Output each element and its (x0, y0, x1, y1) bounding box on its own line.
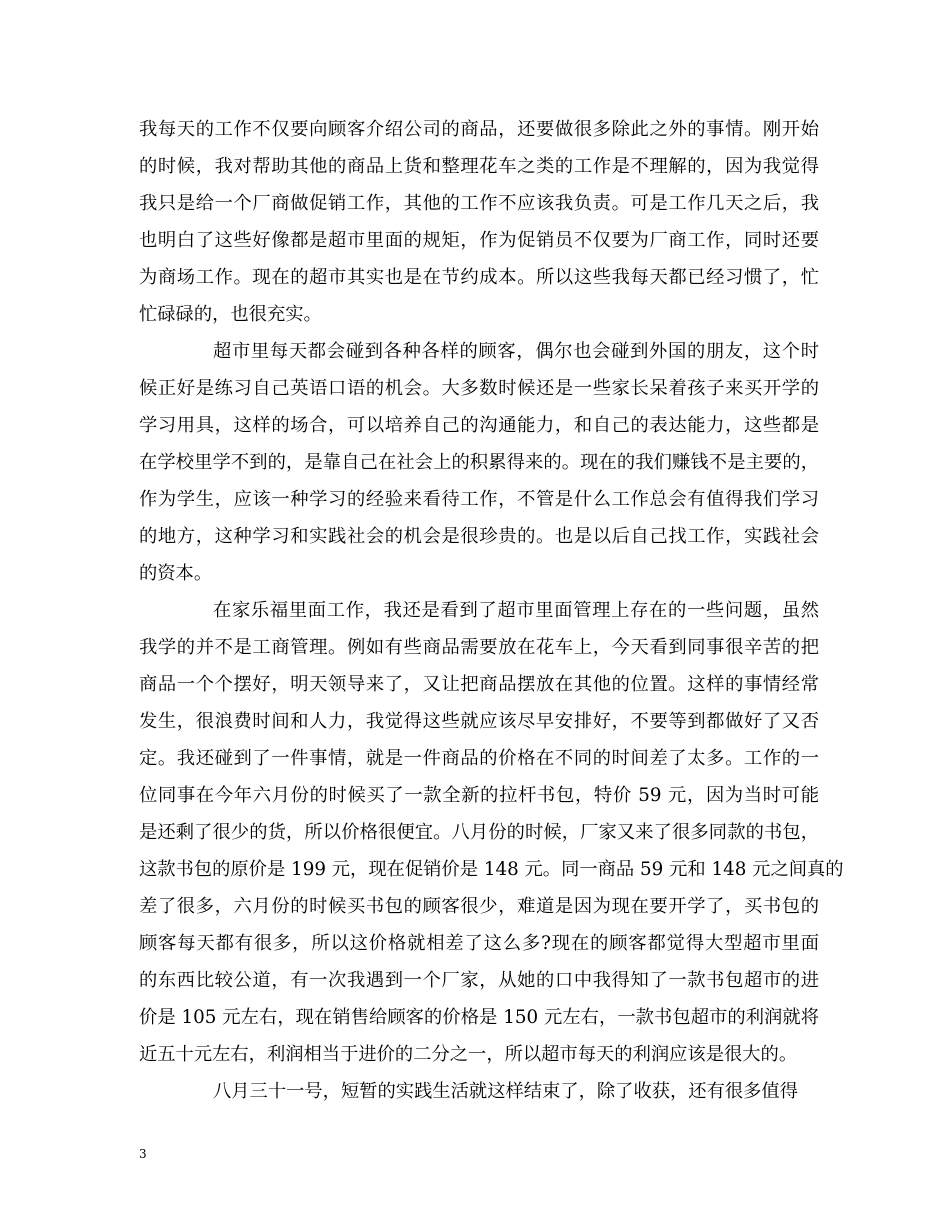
text-line: 发生，很浪费时间和人力，我觉得这些就应该尽早安排好，不要等到都做好了又否 (139, 711, 819, 732)
body-text (139, 111, 844, 1110)
text-line: 的资本。 (139, 563, 213, 584)
text-line: 商品一个个摆好，明天领导来了，又让把商品摆放在其他的位置。这样的事情经常 (139, 674, 819, 695)
text-line: 作为学生，应该一种学习的经验来看待工作，不管是什么工作总会有值得我们学习 (139, 489, 819, 510)
text-line: 这款书包的原价是 199 元，现在促销价是 148 元。同一商品 59 元和 148 元之间真的 (139, 859, 844, 880)
text-line: 候正好是练习自己英语口语的机会。大多数时候还是一些家长呆着孩子来买开学的 (139, 378, 819, 399)
text-line: 差了很多，六月份的时候买书包的顾客很少，难道是因为现在要开学了，买书包的 (139, 896, 819, 917)
page-number: 3 (139, 1147, 147, 1161)
text-line: 在学校里学不到的，是靠自己在社会上的积累得来的。现在的我们赚钱不是主要的， (139, 452, 819, 473)
text-line: 是还剩了很少的货，所以价格很便宜。八月份的时候，厂家又来了很多同款的书包， (139, 822, 819, 843)
text-line: 的地方，这种学习和实践社会的机会是很珍贵的。也是以后自己找工作，实践社会 (139, 526, 819, 547)
text-line: 忙碌碌的，也很充实。 (139, 304, 322, 325)
text-line: 定。我还碰到了一件事情，就是一件商品的价格在不同的时间差了太多。工作的一 (139, 748, 819, 769)
text-line: 学习用具，这样的场合，可以培养自己的沟通能力，和自己的表达能力，这些都是 (139, 415, 819, 436)
text-line: 也明白了这些好像都是超市里面的规矩，作为促销员不仅要为厂商工作，同时还要 (139, 230, 819, 251)
text-line: 为商场工作。现在的超市其实也是在节约成本。所以这些我每天都已经习惯了，忙 (139, 267, 819, 288)
text-line: 的时候，我对帮助其他的商品上货和整理花车之类的工作是不理解的，因为我觉得 (139, 156, 819, 177)
text-line: 我每天的工作不仅要向顾客介绍公司的商品，还要做很多除此之外的事情。刚开始 (139, 119, 819, 140)
text-line: 八月三十一号，短暂的实践生活就这样结束了，除了收获，还有很多值得 (213, 1081, 798, 1102)
text-line: 近五十元左右，利润相当于进价的二分之一，所以超市每天的利润应该是很大的。 (139, 1044, 798, 1065)
text-line: 我只是给一个厂商做促销工作，其他的工作不应该我负责。可是工作几天之后，我 (139, 193, 819, 214)
text-line: 超市里每天都会碰到各种各样的顾客，偶尔也会碰到外国的朋友，这个时 (213, 341, 819, 362)
text-line: 在家乐福里面工作，我还是看到了超市里面管理上存在的一些问题，虽然 (213, 600, 819, 621)
text-line: 价是 105 元左右，现在销售给顾客的价格是 150 元左右，一款书包超市的利润就将 (139, 1007, 819, 1028)
text-line: 我学的并不是工商管理。例如有些商品需要放在花车上，今天看到同事很辛苦的把 (139, 637, 819, 658)
text-line: 的东西比较公道，有一次我遇到一个厂家，从她的口中我得知了一款书包超市的进 (139, 970, 819, 991)
text-line: 位同事在今年六月份的时候买了一款全新的拉杆书包，特价 59 元，因为当时可能 (139, 785, 819, 806)
text-line: 顾客每天都有很多，所以这价格就相差了这么多?现在的顾客都觉得大型超市里面 (139, 933, 819, 954)
